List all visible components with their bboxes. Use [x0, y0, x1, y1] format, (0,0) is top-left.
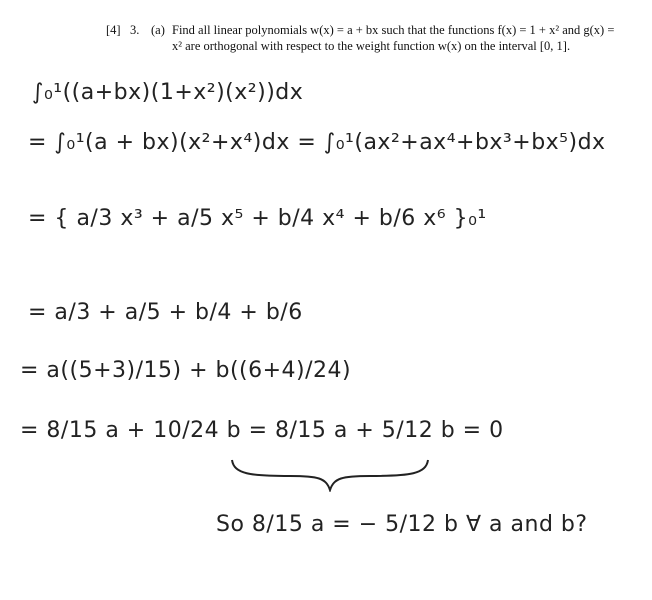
- work-line-5: = a((5+3)/15) + b((6+4)/24): [20, 358, 352, 383]
- work-line-2: = ∫₀¹(a + bx)(x²+x⁴)dx = ∫₀¹(ax²+ax⁴+bx³+bx⁵)dx: [28, 130, 606, 155]
- work-line-1: ∫₀¹((a+bx)(1+x²)(x²))dx: [32, 80, 304, 105]
- term-4: b/6 x⁶: [378, 206, 447, 231]
- question-number: 3.: [130, 23, 140, 37]
- work-line-6: = 8/15 a + 10/24 b = 8/15 a + 5/12 b = 0: [20, 418, 504, 443]
- problem-text: Find all linear polynomials w(x) = a + bx such that the functions f(x) = 1 + x² and g(x) = x² are orthogonal with respect to the weight function w(x) on the interval [0, 1].: [172, 23, 615, 53]
- term-3: b/4 x⁴: [277, 206, 345, 231]
- term-2: a/5 x⁵: [177, 206, 244, 231]
- term-1: a/3 x³: [76, 206, 144, 231]
- underbrace: [230, 458, 430, 492]
- part-label: (a): [151, 23, 165, 37]
- work-line-7: So 8/15 a = − 5/12 b ∀ a and b?: [216, 512, 588, 537]
- problem-points: [4]: [106, 23, 121, 37]
- work-line-3: = { a/3 x³ + a/5 x⁵ + b/4 x⁴ + b/6 x⁶ }₀¹: [28, 206, 487, 231]
- problem-statement: [106, 22, 626, 54]
- work-line-4: = a/3 + a/5 + b/4 + b/6: [28, 300, 303, 325]
